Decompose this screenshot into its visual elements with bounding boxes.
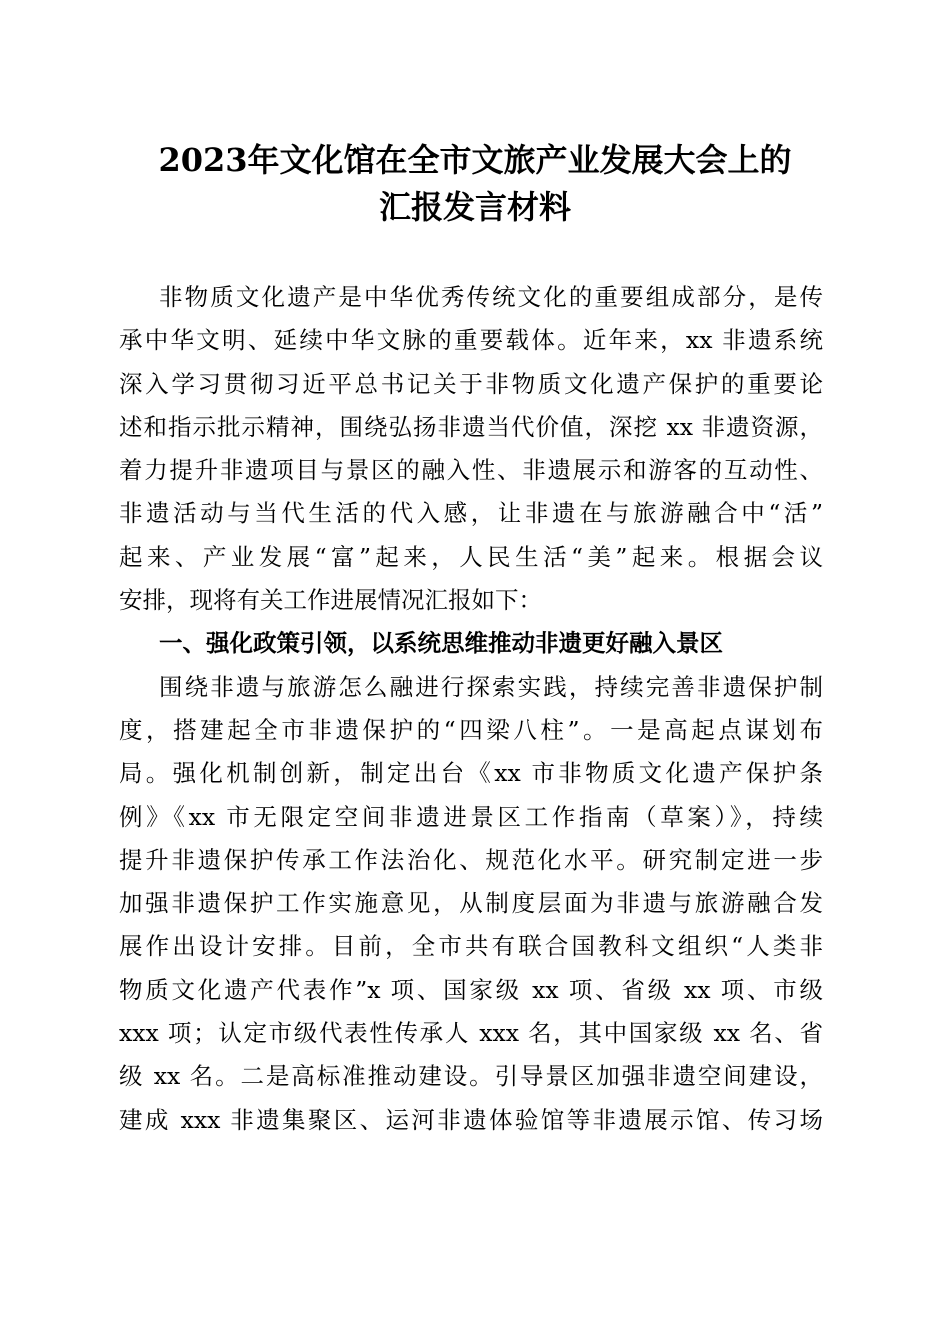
paragraph-line: 局。强化机制创新，制定出台《xx 市非物质文化遗产保护条 xyxy=(119,759,823,788)
paragraph-line: 级 xx 名。二是高标准推动建设。引导景区加强非遗空间建设， xyxy=(119,1062,823,1091)
paragraph-line: 非物质文化遗产是中华优秀传统文化的重要组成部分，是传 xyxy=(159,283,823,311)
section-heading: 一、强化政策引领，以系统思维推动非遗更好融入景区 xyxy=(159,629,723,658)
paragraph-line: 提升非遗保护传承工作法治化、规范化水平。研究制定进一步 xyxy=(119,845,823,874)
paragraph-line: 例》《xx 市无限定空间非遗进景区工作指南（草案）》，持续 xyxy=(119,802,823,831)
paragraph-line: 展作出设计安排。目前，全市共有联合国教科文组织“人类非 xyxy=(119,932,823,961)
paragraph-line: 着力提升非遗项目与景区的融入性、非遗展示和游客的互动性、 xyxy=(119,456,823,485)
paragraph-line: 物质文化遗产代表作”x 项、国家级 xx 项、省级 xx 项、市级 xyxy=(119,975,823,1004)
paragraph-line: 加强非遗保护工作实施意见，从制度层面为非遗与旅游融合发 xyxy=(119,889,823,918)
paragraph-line: 围绕非遗与旅游怎么融进行探索实践，持续完善非遗保护制 xyxy=(159,672,823,701)
paragraph-line: 述和指示批示精神，围绕弘扬非遗当代价值，深挖 xx 非遗资源， xyxy=(119,412,823,441)
paragraph-line: 建成 xxx 非遗集聚区、运河非遗体验馆等非遗展示馆、传习场 xyxy=(119,1105,823,1134)
paragraph-line: 非遗活动与当代生活的代入感，让非遗在与旅游融合中“活” xyxy=(119,499,823,528)
document-body xyxy=(119,276,823,1142)
document-title-line-2: 汇报发言材料 xyxy=(378,188,571,226)
paragraph-line: 安排，现将有关工作进展情况汇报如下： xyxy=(119,586,542,615)
paragraph-line: xxx 项；认定市级代表性传承人 xxx 名，其中国家级 xx 名、省 xyxy=(119,1019,823,1048)
paragraph-line: 承中华文明、延续中华文脉的重要载体。近年来，xx 非遗系统 xyxy=(119,326,823,355)
paragraph-line: 起来、产业发展“富”起来，人民生活“美”起来。根据会议 xyxy=(119,542,823,571)
paragraph-line: 深入学习贯彻习近平总书记关于非物质文化遗产保护的重要论 xyxy=(119,369,823,398)
document-title-line-1: 2023年文化馆在全市文旅产业发展大会上的 xyxy=(158,141,792,179)
paragraph-line: 度，搭建起全市非遗保护的“四梁八柱”。一是高起点谋划布 xyxy=(119,715,823,744)
